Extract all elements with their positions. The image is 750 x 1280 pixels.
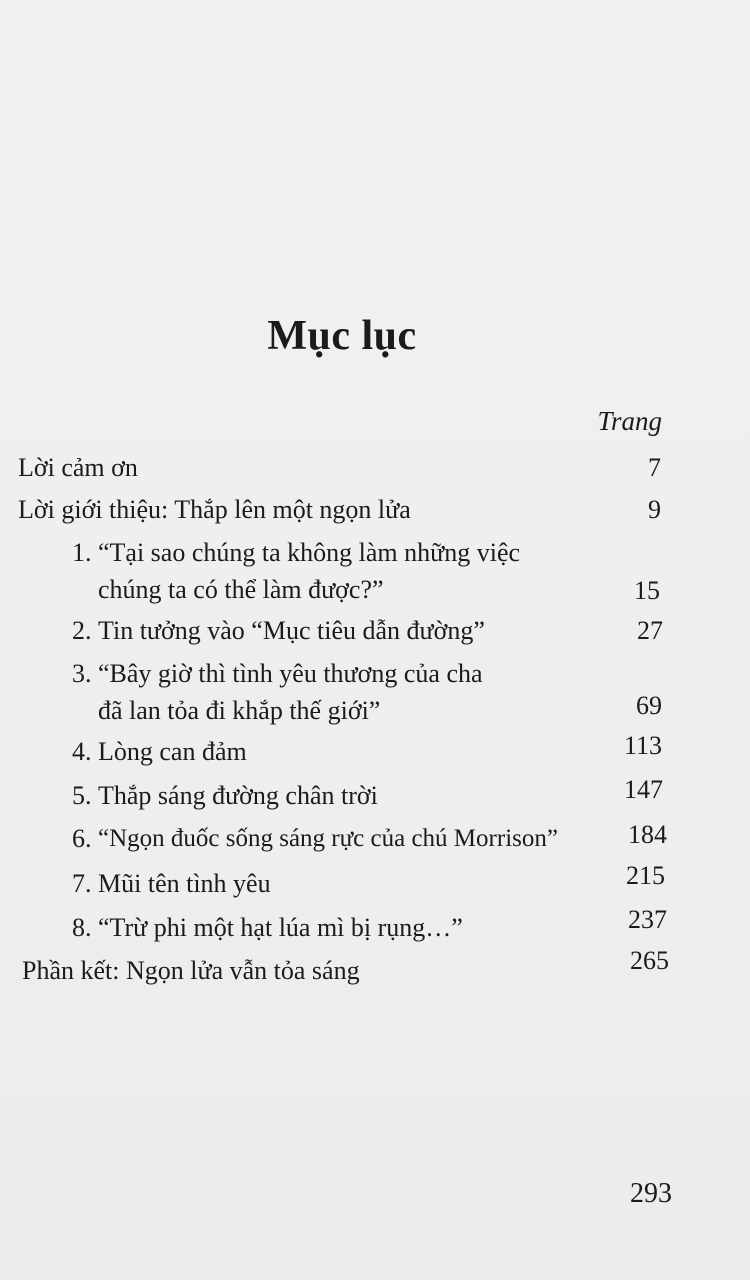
toc-entry-title: Lời cảm ơn — [18, 453, 138, 482]
toc-entry-title: “Tại sao chúng ta không làm những việc — [98, 538, 521, 567]
toc-entry-title: Tin tưởng vào “Mục tiêu dẫn đường” — [98, 616, 485, 645]
toc-entry-title: Mũi tên tình yêu — [98, 869, 271, 898]
toc-entry-page: 184 — [628, 820, 667, 849]
toc-entry-page: 7 — [648, 453, 661, 482]
toc-entry-title: “Ngọn đuốc sống sáng rực của chú Morrison” — [98, 825, 558, 852]
toc-entry-number: 6. — [72, 824, 92, 853]
toc-entry-number: 2. — [72, 616, 92, 645]
toc-entry-page: 27 — [637, 616, 663, 645]
toc-entry-title: “Trừ phi một hạt lúa mì bị rụng…” — [98, 913, 463, 942]
footer-page-number: 293 — [630, 1178, 672, 1209]
toc-entry-page: 215 — [626, 861, 665, 890]
page-title: Mục lục — [267, 313, 417, 359]
toc-entry-page: 9 — [648, 495, 661, 524]
toc-entry-title: Lời giới thiệu: Thắp lên một ngọn lửa — [18, 495, 411, 524]
toc-entry-page: 237 — [628, 905, 667, 934]
toc-entry-number: 3. — [72, 659, 92, 688]
toc-entry-number: 1. — [72, 538, 92, 567]
toc-entry-title-continued: đã lan tỏa đi khắp thế giới” — [98, 696, 381, 725]
toc-entry-number: 5. — [72, 781, 92, 810]
toc-entry-title: Lòng can đảm — [98, 737, 247, 766]
toc-entry-number: 7. — [72, 869, 92, 898]
toc-entry-page: 147 — [624, 775, 663, 804]
toc-entry-title: Phần kết: Ngọn lửa vẫn tỏa sáng — [22, 956, 360, 985]
toc-entry-page: 69 — [636, 691, 662, 720]
toc-entry-page: 113 — [624, 731, 663, 760]
toc-entry-title: “Bây giờ thì tình yêu thương của cha — [98, 659, 483, 688]
toc-entry-number: 8. — [72, 913, 92, 942]
toc-entry-number: 4. — [72, 737, 92, 766]
toc-entry-title: Thắp sáng đường chân trời — [98, 781, 378, 810]
toc-entry-title-continued: chúng ta có thể làm được?” — [98, 575, 384, 604]
toc-entry-page: 265 — [630, 946, 669, 975]
toc-entry-page: 15 — [634, 576, 660, 605]
page-column-label: Trang — [597, 406, 662, 436]
